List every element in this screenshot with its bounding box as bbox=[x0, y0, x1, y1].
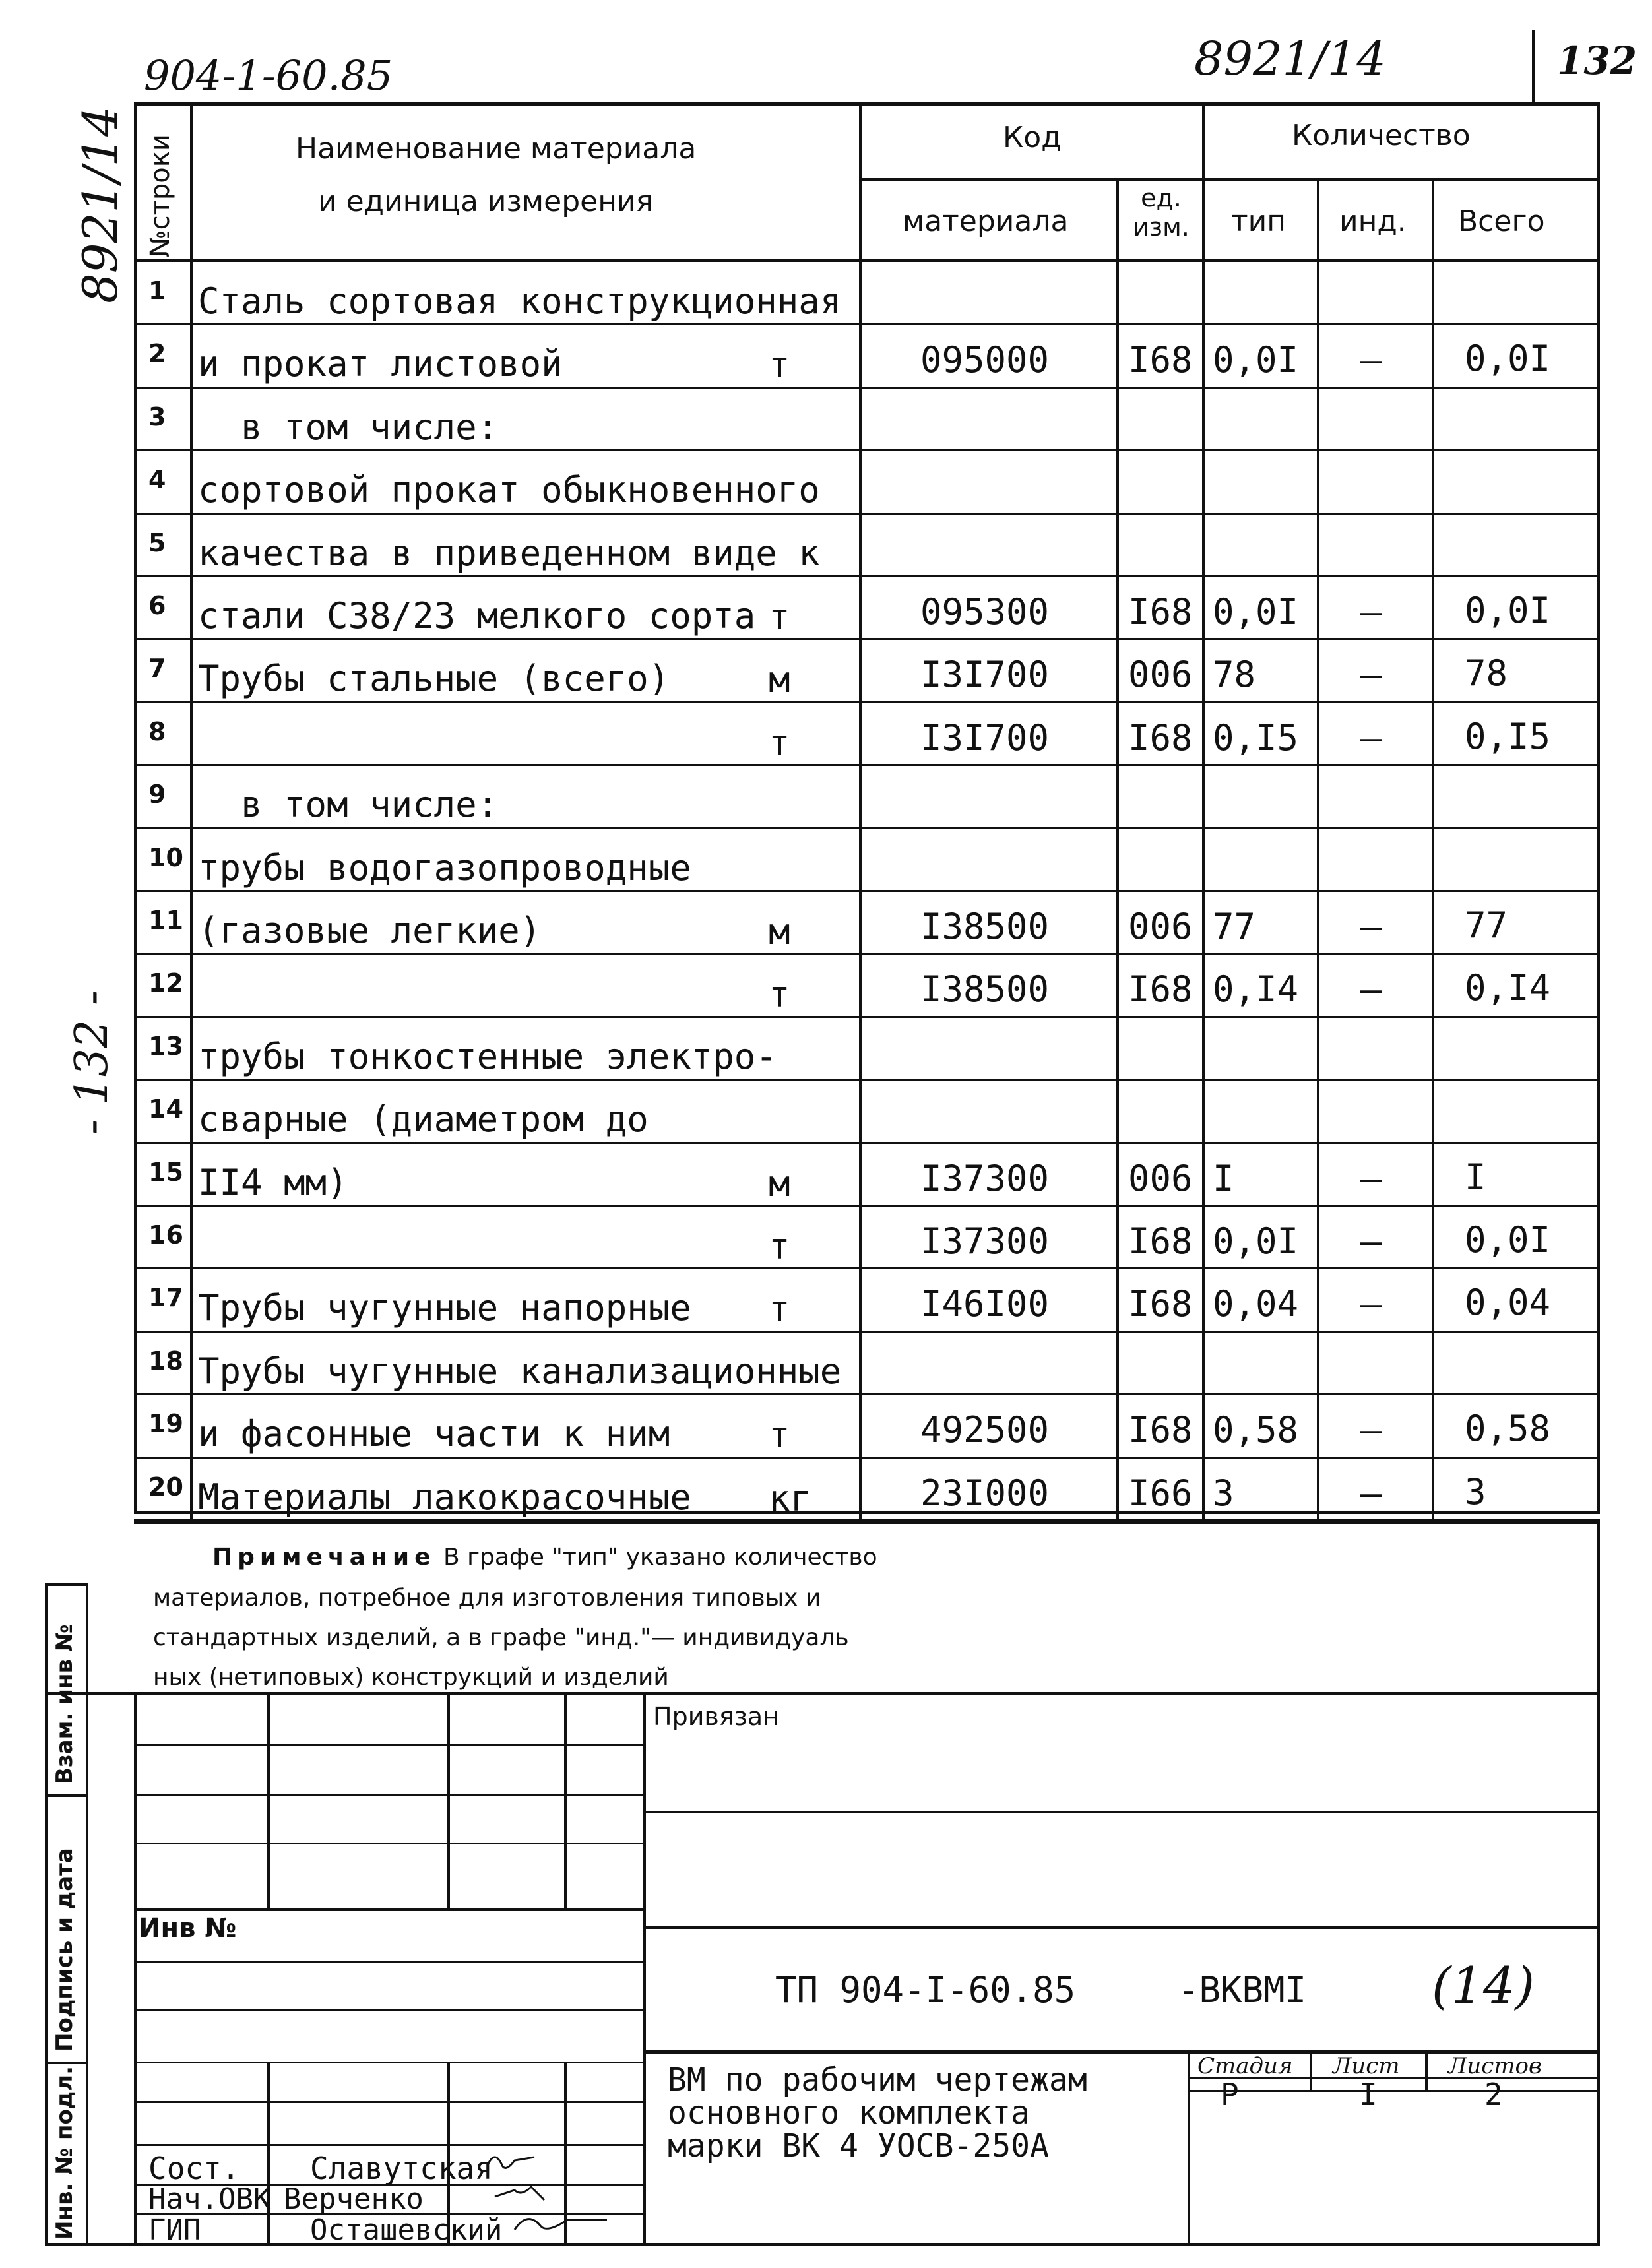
qty-ind: – bbox=[1360, 654, 1382, 696]
material-name: Сталь сортовая конструкционная bbox=[198, 280, 842, 322]
material-name: сварные (диаметром до bbox=[198, 1098, 649, 1141]
qty-ind-header: инд. bbox=[1339, 205, 1407, 238]
material-unit: м bbox=[769, 911, 790, 953]
material-code: I3I700 bbox=[920, 654, 1050, 696]
doc-code bbox=[775, 1969, 1075, 2011]
material-name: в том числе: bbox=[198, 406, 499, 448]
material-code: 492500 bbox=[920, 1409, 1050, 1451]
material-name: Материалы лакокрасочные bbox=[198, 1476, 691, 1518]
unit-code: I68 bbox=[1128, 339, 1193, 381]
qty-type-header: тип bbox=[1231, 205, 1286, 238]
qty-ind: – bbox=[1360, 1220, 1382, 1262]
material-code: I37300 bbox=[920, 1220, 1050, 1262]
material-unit: кг bbox=[769, 1477, 812, 1519]
side-page: - 132 - bbox=[66, 990, 118, 1135]
material-unit: т bbox=[769, 596, 790, 638]
row-number: 3 bbox=[148, 402, 166, 431]
row-number: 12 bbox=[148, 968, 183, 998]
doc-number: 904-1-60.85 bbox=[144, 51, 393, 100]
qty-ind: – bbox=[1360, 339, 1382, 381]
unit-code: 006 bbox=[1128, 1157, 1193, 1199]
row-number: 8 bbox=[148, 716, 166, 746]
code-header: Код bbox=[1003, 121, 1062, 154]
material-code: I46I00 bbox=[920, 1283, 1050, 1325]
material-unit: т bbox=[769, 974, 790, 1016]
sheet-value: I bbox=[1359, 2077, 1378, 2112]
row-divider bbox=[134, 387, 1600, 389]
row-divider bbox=[134, 953, 1600, 955]
material-name: II4 мм) bbox=[198, 1161, 348, 1203]
note-line-4: ных (нетиповых) конструкций и изделий bbox=[153, 1664, 669, 1691]
row-divider bbox=[134, 890, 1600, 892]
qty-total: 3 bbox=[1465, 1470, 1486, 1513]
qty-type: 0,I4 bbox=[1213, 968, 1299, 1011]
qty-ind: – bbox=[1360, 591, 1382, 633]
qty-total: 0,58 bbox=[1465, 1408, 1551, 1450]
inventory-number: 8921/14 bbox=[1194, 32, 1386, 86]
row-divider bbox=[134, 323, 1600, 325]
inv-no-label: Инв № bbox=[139, 1913, 237, 1943]
side-label-vzam: Взам. инв № bbox=[51, 1624, 78, 1784]
material-code: I37300 bbox=[920, 1157, 1050, 1199]
row-divider bbox=[134, 827, 1600, 829]
row-divider bbox=[134, 1079, 1600, 1081]
unit-code: I68 bbox=[1128, 1409, 1193, 1451]
material-code: 095000 bbox=[920, 339, 1050, 381]
material-name: Трубы чугунные напорные bbox=[198, 1287, 691, 1329]
code-material-header: материала bbox=[903, 205, 1069, 238]
row-number: 7 bbox=[148, 654, 166, 683]
material-unit: м bbox=[769, 659, 790, 701]
qty-ind: – bbox=[1360, 968, 1382, 1011]
row-divider bbox=[134, 1393, 1600, 1395]
signature-2 bbox=[495, 2187, 544, 2200]
sheet-code: (14) bbox=[1432, 1956, 1535, 2015]
material-unit: м bbox=[769, 1162, 790, 1205]
qty-total: 0,0I bbox=[1465, 1219, 1551, 1261]
qty-ind: – bbox=[1360, 1157, 1382, 1199]
row-divider bbox=[134, 1457, 1600, 1459]
unit-code: I68 bbox=[1128, 1220, 1193, 1262]
material-name: качества в приведенном виде к bbox=[198, 532, 820, 574]
row-number: 4 bbox=[148, 465, 166, 495]
row-divider bbox=[134, 449, 1600, 451]
note-text-1: В графе "тип" указано количество bbox=[443, 1544, 877, 1571]
code-unit-header: ед. изм. bbox=[1133, 183, 1190, 241]
row-divider bbox=[134, 1016, 1600, 1018]
side-label-podpis: Подпись и дата bbox=[51, 1848, 78, 2052]
note-lead: Примечание bbox=[212, 1544, 436, 1571]
unit-code: I68 bbox=[1128, 591, 1193, 633]
stage-value: Р bbox=[1221, 2077, 1239, 2112]
qty-type: 0,58 bbox=[1213, 1409, 1299, 1451]
qty-ind: – bbox=[1360, 716, 1382, 759]
material-name: и прокат листовой bbox=[198, 343, 563, 385]
row-number: 17 bbox=[148, 1283, 183, 1313]
row-divider bbox=[134, 701, 1600, 703]
row-number: 15 bbox=[148, 1157, 183, 1187]
doc-mark: -ВКВМI bbox=[1178, 1969, 1307, 2011]
qty-type: 0,0I bbox=[1213, 591, 1299, 633]
signer-2: Верченко bbox=[284, 2182, 424, 2216]
name-header-2: и единица измерения bbox=[318, 185, 654, 218]
material-name: в том числе: bbox=[198, 784, 499, 826]
qty-ind: – bbox=[1360, 906, 1382, 947]
material-unit: т bbox=[769, 1226, 790, 1267]
qty-total: 0,I4 bbox=[1465, 967, 1551, 1009]
material-unit: т bbox=[769, 344, 790, 387]
row-divider bbox=[134, 513, 1600, 515]
sheet-label: Лист bbox=[1333, 2053, 1400, 2079]
signature-1 bbox=[488, 2157, 534, 2168]
material-name: Трубы чугунные канализационные bbox=[198, 1350, 842, 1392]
side-code: 8921/14 bbox=[73, 106, 128, 303]
qty-ind: – bbox=[1360, 1409, 1382, 1451]
row-number: 5 bbox=[148, 528, 166, 557]
material-unit: т bbox=[769, 1414, 790, 1457]
sheets-value: 2 bbox=[1484, 2077, 1503, 2112]
qty-type: 0,0I bbox=[1213, 1220, 1299, 1262]
sheets-label: Листов bbox=[1448, 2053, 1542, 2079]
row-number: 13 bbox=[148, 1031, 183, 1061]
row-number: 16 bbox=[148, 1220, 183, 1249]
row-number: 10 bbox=[148, 842, 183, 872]
material-unit: т bbox=[769, 1288, 790, 1331]
signatures bbox=[462, 2137, 673, 2250]
qty-total: 0,0I bbox=[1465, 338, 1551, 380]
row-divider bbox=[134, 1205, 1600, 1207]
row-number: 11 bbox=[148, 906, 183, 935]
material-name: и фасонные части к ним bbox=[198, 1413, 670, 1455]
doc-title-1: ВМ по рабочим чертежам bbox=[668, 2062, 1087, 2098]
role-2: Нач.ОВК bbox=[148, 2182, 271, 2216]
qty-type: 0,04 bbox=[1213, 1283, 1299, 1325]
note-line-1 bbox=[212, 1544, 877, 1571]
qty-type: 0,0I bbox=[1213, 339, 1299, 381]
row-divider bbox=[134, 1267, 1600, 1269]
role-1: Сост. bbox=[148, 2151, 240, 2186]
qty-total: 0,0I bbox=[1465, 590, 1551, 631]
unit-code: I68 bbox=[1128, 716, 1193, 759]
row-divider bbox=[134, 575, 1600, 577]
side-label-inv-podl: Инв. № подл. bbox=[51, 2065, 78, 2240]
qty-total: 78 bbox=[1465, 652, 1508, 695]
quantity-header: Количество bbox=[1292, 119, 1471, 152]
doc-code-text: ТП 904-I-60.85 bbox=[775, 1969, 1076, 2011]
material-name: (газовые легкие) bbox=[198, 910, 542, 951]
row-divider bbox=[134, 764, 1600, 766]
row-number: 19 bbox=[148, 1409, 183, 1439]
material-code: I38500 bbox=[920, 906, 1050, 947]
material-code: 095300 bbox=[920, 591, 1050, 633]
material-name: сортовой прокат обыкновенного bbox=[198, 469, 820, 511]
qty-ind: – bbox=[1360, 1283, 1382, 1325]
qty-ind: – bbox=[1360, 1472, 1382, 1514]
name-header-1: Наименование материала bbox=[296, 132, 697, 166]
row-number: 2 bbox=[148, 339, 166, 369]
signature-3 bbox=[515, 2219, 607, 2230]
row-number-header: №строки bbox=[145, 134, 175, 257]
qty-type: 0,I5 bbox=[1213, 716, 1299, 759]
row-number: 20 bbox=[148, 1472, 183, 1501]
material-unit: т bbox=[769, 722, 790, 764]
doc-title-2: основного комплекта bbox=[668, 2095, 1031, 2131]
unit-code: 006 bbox=[1128, 906, 1193, 947]
qty-type: 78 bbox=[1213, 654, 1256, 696]
stage-label: Стадия bbox=[1197, 2053, 1293, 2079]
qty-total: I bbox=[1465, 1156, 1486, 1198]
qty-total: 0,04 bbox=[1465, 1282, 1551, 1324]
qty-total: 0,I5 bbox=[1465, 715, 1551, 757]
qty-type: I bbox=[1213, 1157, 1234, 1199]
page-number: 132 bbox=[1557, 38, 1637, 83]
row-number: 6 bbox=[148, 591, 166, 620]
row-divider bbox=[134, 1142, 1600, 1144]
unit-code: 006 bbox=[1128, 654, 1193, 696]
material-code: 23I000 bbox=[920, 1472, 1050, 1514]
row-number: 1 bbox=[148, 276, 166, 305]
material-name: Трубы стальные (всего) bbox=[198, 658, 670, 700]
note-line-2: материалов, потребное для изготовления типовых и bbox=[153, 1585, 821, 1612]
signer-3: Осташевский bbox=[310, 2213, 503, 2247]
unit-code: I66 bbox=[1128, 1472, 1193, 1514]
material-name: трубы водогазопроводные bbox=[198, 846, 691, 889]
material-code: I38500 bbox=[920, 968, 1050, 1011]
unit-code: I68 bbox=[1128, 1283, 1193, 1325]
note-line-3: стандартных изделий, а в графе "инд."— индивидуаль bbox=[153, 1624, 849, 1651]
qty-total: 77 bbox=[1465, 904, 1508, 946]
row-number: 9 bbox=[148, 780, 166, 809]
row-divider bbox=[134, 1331, 1600, 1333]
material-name: трубы тонкостенные электро- bbox=[198, 1035, 777, 1077]
bound-label: Привязан bbox=[653, 1702, 779, 1731]
material-code: I3I700 bbox=[920, 716, 1050, 759]
material-name: стали С38/23 мелкого сорта bbox=[198, 595, 756, 637]
qty-type: 3 bbox=[1213, 1472, 1234, 1514]
unit-code: I68 bbox=[1128, 968, 1193, 1011]
qty-type: 77 bbox=[1213, 906, 1256, 947]
row-number: 14 bbox=[148, 1094, 183, 1124]
signer-1: Славутская bbox=[310, 2151, 493, 2186]
role-3: ГИП bbox=[148, 2213, 201, 2247]
qty-total-header: Всего bbox=[1458, 205, 1545, 238]
row-number: 18 bbox=[148, 1346, 183, 1375]
row-divider bbox=[134, 638, 1600, 640]
doc-title-3: марки ВК 4 УОСВ-250А bbox=[668, 2127, 1049, 2164]
page-number-divider bbox=[1532, 30, 1535, 102]
